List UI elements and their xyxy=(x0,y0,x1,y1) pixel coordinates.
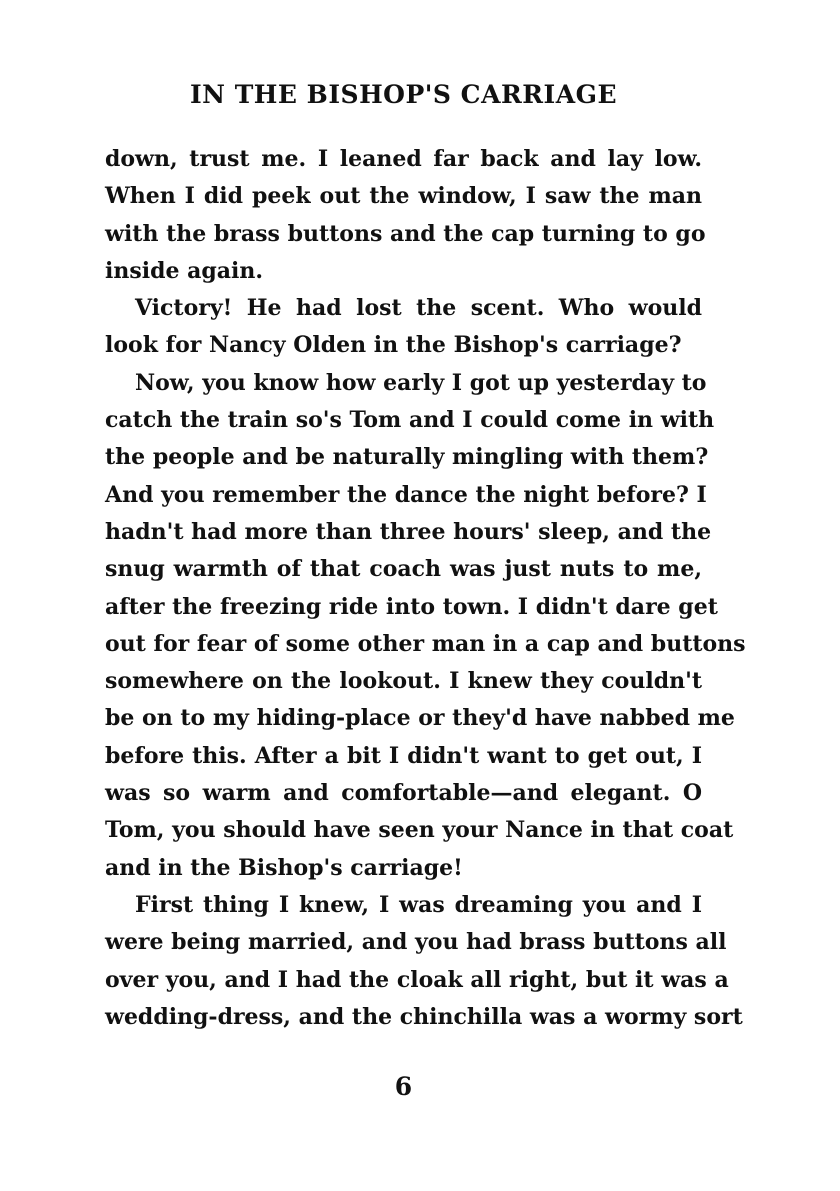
text-line: down, trust me. I leaned far back and lay low. xyxy=(105,146,702,172)
running-head: IN THE BISHOP'S CARRIAGE xyxy=(189,80,618,109)
text-line: hadn't had more than three hours' sleep, and the xyxy=(105,518,712,545)
paragraph-1 xyxy=(105,141,706,290)
text-line: Tom, you should have seen your Nance in that coat xyxy=(105,817,734,844)
text-line: wedding-dress, and the chinchilla was a wormy sort xyxy=(105,1003,743,1030)
text-line: inside again. xyxy=(105,257,264,284)
paragraph-3 xyxy=(105,365,746,887)
text-line: look for Nancy Olden in the Bishop's carriage? xyxy=(105,332,682,359)
paragraph-2 xyxy=(105,290,702,365)
text-line: Victory! He had lost the scent. Who would xyxy=(135,295,702,322)
text-line: and in the Bishop's carriage! xyxy=(105,854,463,881)
text-line: When I did peek out the window, I saw the man xyxy=(105,183,702,210)
text-line: the people and be naturally mingling with them? xyxy=(105,444,709,471)
text-line: after the freezing ride into town. I didn't dare get xyxy=(105,593,718,620)
text-line: somewhere on the lookout. I knew they couldn't xyxy=(105,668,702,695)
body-text xyxy=(105,141,746,1036)
text-line: over you, and I had the cloak all right, but it was a xyxy=(105,966,729,993)
paragraph-4 xyxy=(105,887,743,1036)
text-line: And you remember the dance the night before? I xyxy=(105,481,707,508)
text-line: Now, you know how early I got up yesterday to xyxy=(135,369,707,396)
page-number: 6 xyxy=(394,1072,413,1101)
text-line: be on to my hiding-place or they'd have nabbed me xyxy=(105,705,735,732)
text-line: were being married, and you had brass buttons all xyxy=(105,929,727,956)
text-line: First thing I knew, I was dreaming you and I xyxy=(135,891,702,918)
text-line: snug warmth of that coach was just nuts to me, xyxy=(105,556,702,583)
text-line: was so warm and comfortable—and elegant. O xyxy=(105,780,702,807)
text-line: catch the train so's Tom and I could come in with xyxy=(105,407,715,434)
text-line: out for fear of some other man in a cap and buttons xyxy=(105,630,746,657)
text-line: with the brass buttons and the cap turning to go xyxy=(105,220,706,247)
text-line: before this. After a bit I didn't want to get out, I xyxy=(105,742,702,769)
